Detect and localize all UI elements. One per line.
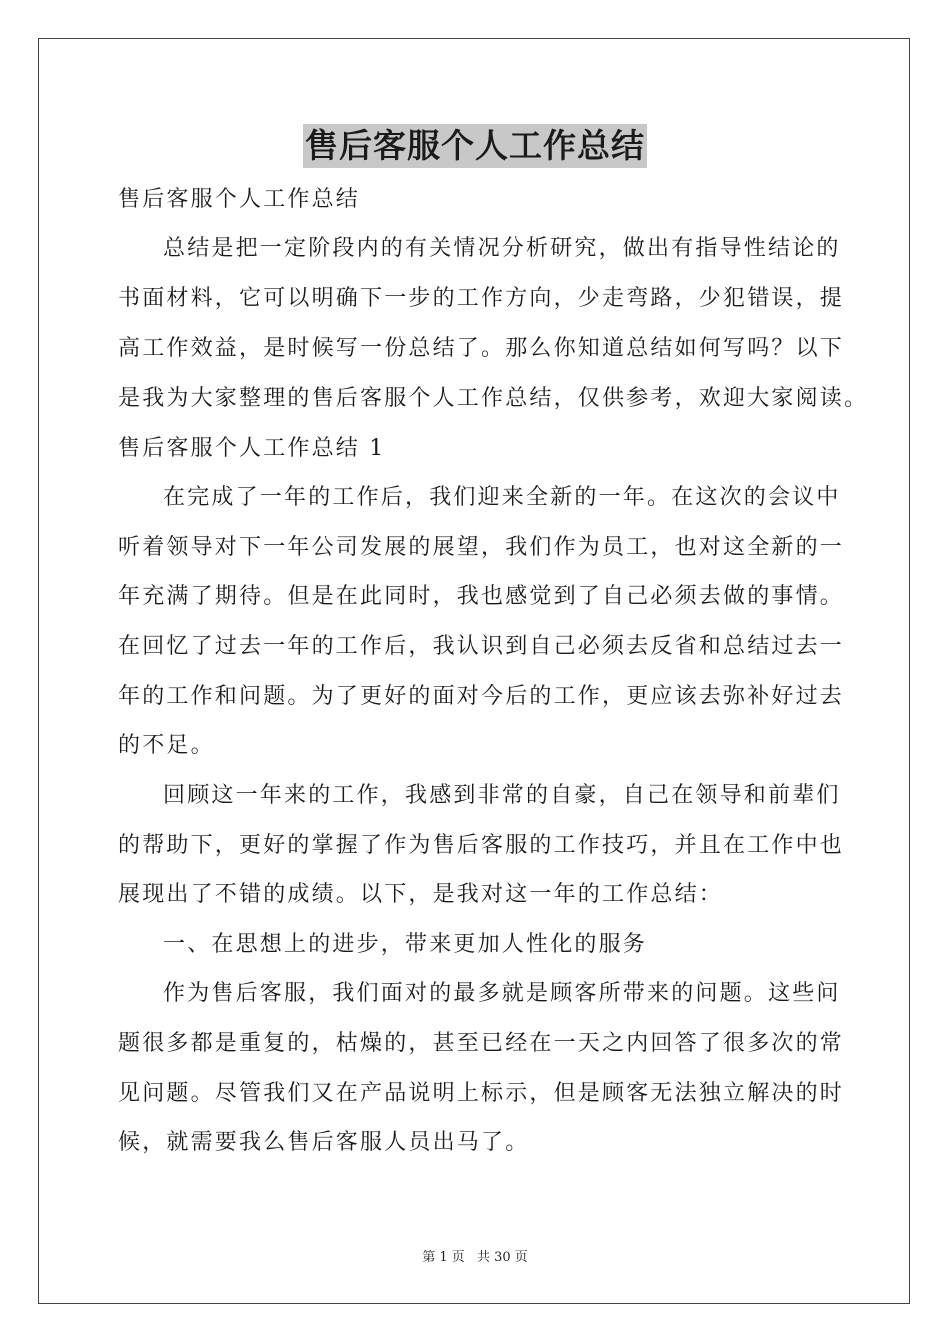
paragraph-line: 见问题。尽管我们又在产品说明上标示，但是顾客无法独立解决的时 xyxy=(118,1081,845,1106)
paragraph-line: 回顾这一年来的工作，我感到非常的自豪，自己在领导和前辈们 xyxy=(163,783,841,808)
paragraph-line: 展现出了不错的成绩。以下，是我对这一年的工作总结： xyxy=(118,882,724,907)
title-wrap xyxy=(0,124,950,168)
paragraph-line: 书面材料，它可以明确下一步的工作方向，少走弯路，少犯错误，提 xyxy=(118,286,845,311)
paragraph-line: 是我为大家整理的售后客服个人工作总结，仅供参考，欢迎大家阅读。 xyxy=(118,386,869,411)
page-number: 第 1 页 xyxy=(422,1250,465,1265)
paragraph-line: 高工作效益，是时候写一份总结了。那么你知道总结如何写吗？以下 xyxy=(118,336,845,361)
page-border xyxy=(38,38,910,1304)
subtitle-line: 售后客服个人工作总结 xyxy=(118,187,361,212)
paragraph-line: 在回忆了过去一年的工作后，我认识到自己必须去反省和总结过去一 xyxy=(118,634,845,659)
paragraph-line: 的帮助下，更好的掌握了作为售后客服的工作技巧，并且在工作中也 xyxy=(118,833,845,858)
section-heading: 售后客服个人工作总结 1 xyxy=(118,436,386,461)
paragraph-line: 总结是把一定阶段内的有关情况分析研究，做出有指导性结论的 xyxy=(163,236,841,261)
paragraph-line: 在完成了一年的工作后，我们迎来全新的一年。在这次的会议中 xyxy=(163,485,841,510)
paragraph-line: 作为售后客服，我们面对的最多就是顾客所带来的问题。这些问 xyxy=(163,981,841,1006)
paragraph-line: 的不足。 xyxy=(118,733,215,758)
document-title: 售后客服个人工作总结 xyxy=(303,124,647,168)
paragraph-line: 题很多都是重复的，枯燥的，甚至已经在一天之内回答了很多次的常 xyxy=(118,1031,845,1056)
page-total: 共 30 页 xyxy=(476,1250,528,1265)
paragraph-line: 年充满了期待。但是在此同时，我也感觉到了自己必须去做的事情。 xyxy=(118,584,845,609)
subsection-heading: 一、在思想上的进步，带来更加人性化的服务 xyxy=(163,932,648,957)
page-footer xyxy=(0,1246,950,1265)
paragraph-line: 候，就需要我么售后客服人员出马了。 xyxy=(118,1130,530,1155)
paragraph-line: 听着领导对下一年公司发展的展望，我们作为员工，也对这全新的一 xyxy=(118,535,845,560)
paragraph-line: 年的工作和问题。为了更好的面对今后的工作，更应该去弥补好过去 xyxy=(118,684,845,709)
